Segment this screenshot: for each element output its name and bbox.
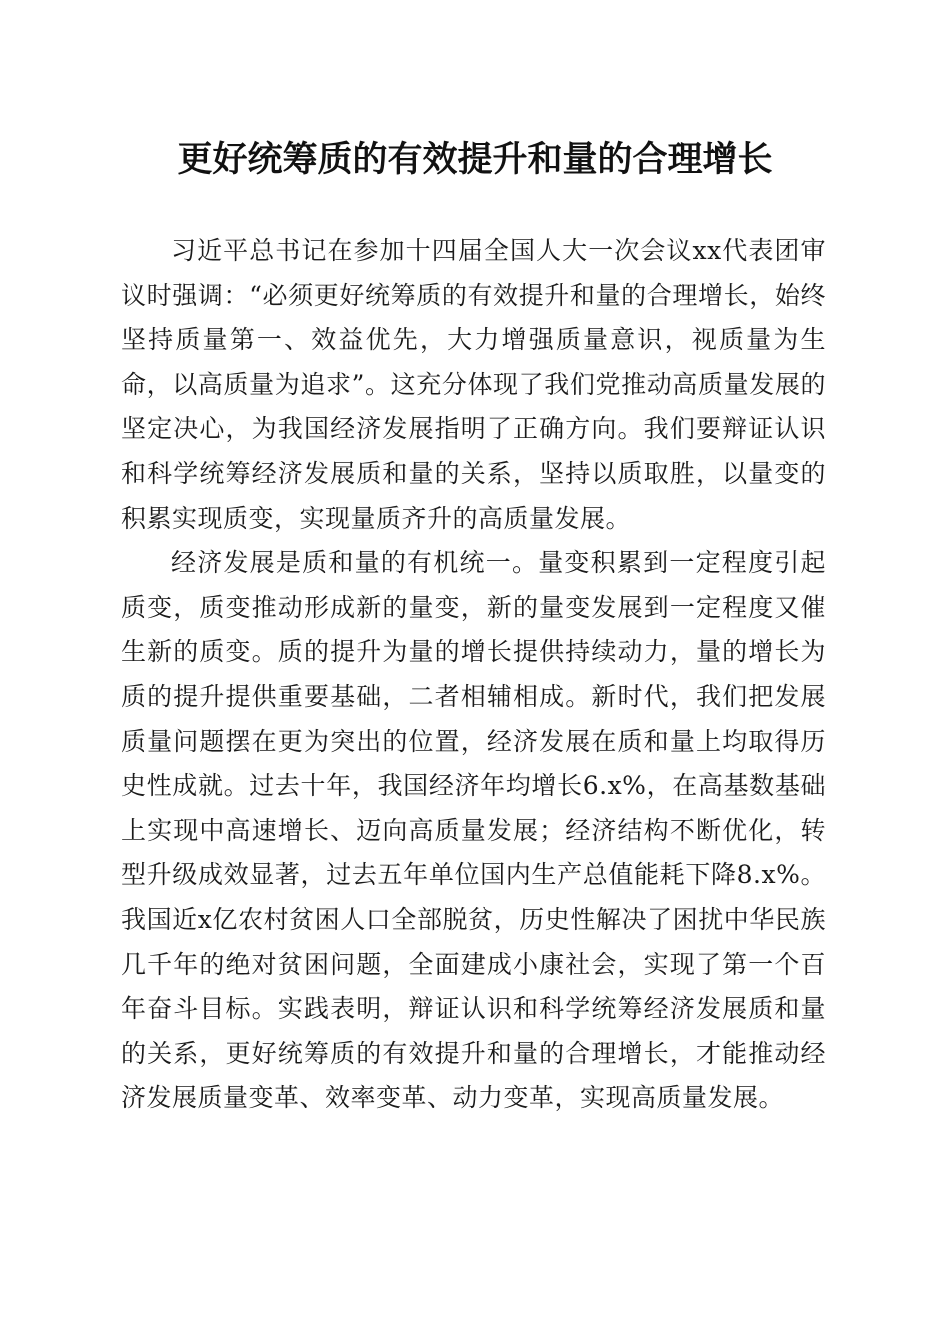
document-body [121, 229, 826, 1121]
document-title: 更好统筹质的有效提升和量的合理增长 [177, 139, 773, 180]
paragraph-2: 经济发展是质和量的有机统一。量变积累到一定程度引起质变，质变推动形成新的量变，新的量变发展到一定程度又催生新的质变。质的提升为量的增长提供持续动力，量的增长为质的提升提供重要基础，二者相辅相成。新时代，我们把发展质量问题摆在更为突出的位置，经济发展在质和量上均取得历史性成就。过去十年，我国经济年均增长6.x%，在高基数基础上实现中高速增长、迈向高质量发展；经济结构不断优化，转型升级成效显著，过去五年单位国内生产总值能耗下降8.x%。我国近x亿农村贫困人口全部脱贫，历史性解决了困扰中华民族几千年的绝对贫困问题，全面建成小康社会，实现了第一个百年奋斗目标。实践表明，辩证认识和科学统筹经济发展质和量的关系，更好统筹质的有效提升和量的合理增长，才能推动经济发展质量变革、效率变革、动力变革，实现高质量发展。 [121, 548, 826, 1113]
paragraph-1: 习近平总书记在参加十四届全国人大一次会议xx代表团审议时强调：“必须更好统筹质的有效提升和量的合理增长，始终坚持质量第一、效益优先，大力增强质量意识，视质量为生命，以高质量为追求”。这充分体现了我们党推动高质量发展的坚定决心，为我国经济发展指明了正确方向。我们要辩证认识和科学统筹经济发展质和量的关系，坚持以质取胜，以量变的积累实现质变，实现量质齐升的高质量发展。 [121, 236, 826, 533]
